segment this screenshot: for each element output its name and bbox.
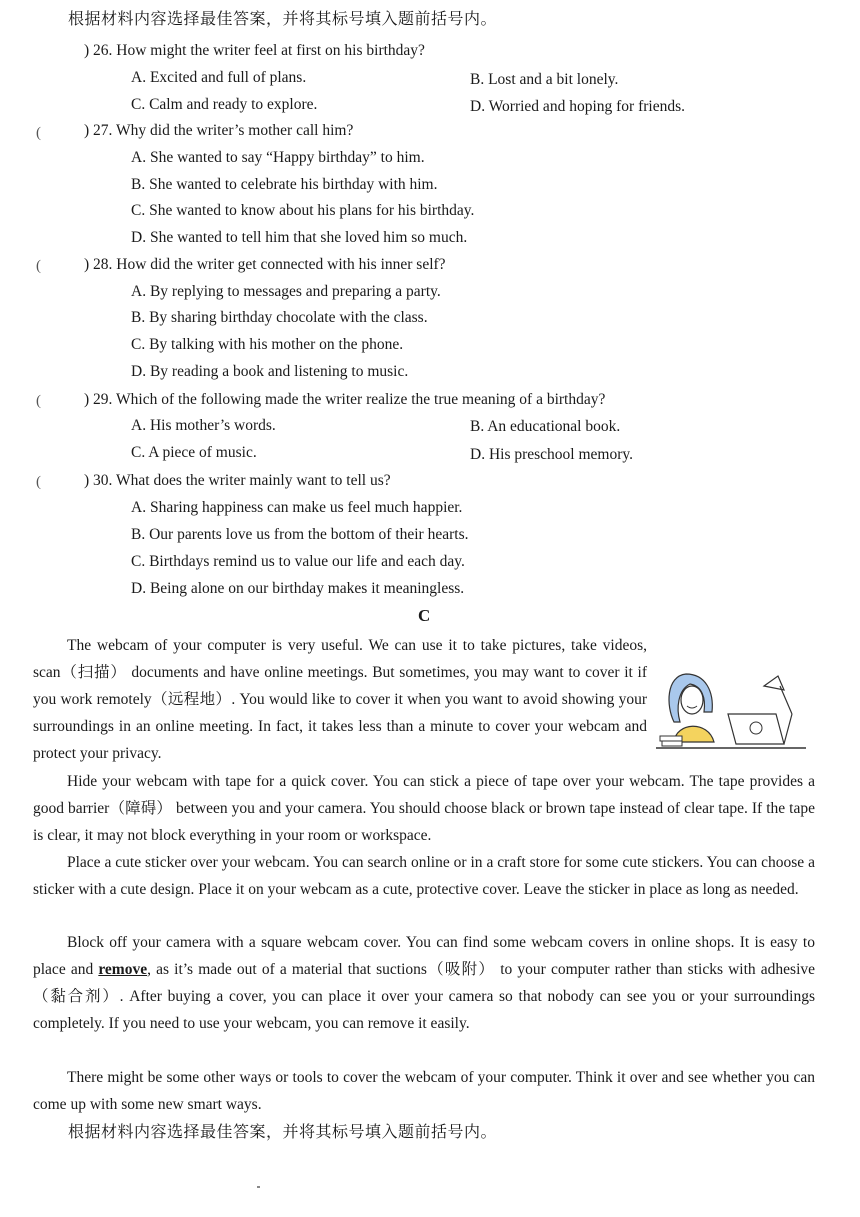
instructions-top: 根据材料内容选择最佳答案，并将其标号填入题前括号内。 — [68, 11, 498, 28]
question-29-stem: ) 29. Which of the following made the writer realize the true meaning of a birthday? — [84, 391, 606, 408]
answer-paren-30: ( — [36, 474, 41, 490]
passage-p1-text: The webcam of your computer is very useful. We can use it to take pictures, take videos, scan（扫描） documents and have online meetings. But sometimes, you may want to cover it if you work remotely（远程地）. You would like to cover it when you want to avoid showing your surroundings in an online meeting. In fact, it takes less than a minute to cover your webcam and protect your privacy. — [33, 637, 647, 762]
question-30-option-a: A. Sharing happiness can make us feel much happier. — [131, 499, 463, 516]
question-26-stem: ) 26. How might the writer feel at first on his birthday? — [84, 42, 425, 59]
answer-paren-29: ( — [36, 393, 41, 409]
question-27-option-a: A. She wanted to say “Happy birthday” to him. — [131, 149, 425, 166]
question-27-stem: ) 27. Why did the writer’s mother call him? — [84, 122, 354, 139]
question-29-option-a: A. His mother’s words. — [131, 417, 276, 434]
passage-p4-after: , as it’s made out of a material that suctions（吸附） to your computer rather than sticks with adhesive（黏合剂）. After buying a cover, you can place it over your camera so that nobody can see you or your surroundings completely. If you need to use your webcam, you can remove it easily. — [33, 961, 815, 1032]
question-30-stem: ) 30. What does the writer mainly want to tell us? — [84, 472, 391, 489]
question-28-option-d: D. By reading a book and listening to music. — [131, 363, 409, 380]
passage-paragraph-3: Place a cute sticker over your webcam. You can search online or in a craft store for some cute stickers. You can choose a sticker with a cute design. Place it on your webcam as a cute, protective cover. Leave the sticker in place as long as needed. — [33, 854, 815, 898]
answer-paren-27: ( — [36, 125, 41, 141]
question-29-option-b: B. An educational book. — [470, 418, 621, 435]
question-28-option-c: C. By talking with his mother on the phone. — [131, 336, 404, 353]
woman-laptop-illustration — [656, 664, 806, 756]
question-30-option-c: C. Birthdays remind us to value our life and each day. — [131, 553, 465, 570]
question-28-stem: ) 28. How did the writer get connected with his inner self? — [84, 256, 446, 273]
question-29-option-c: C. A piece of music. — [131, 444, 257, 461]
instructions-bottom: 根据材料内容选择最佳答案，并将其标号填入题前括号内。 — [68, 1124, 498, 1141]
answer-paren-28: ( — [36, 258, 41, 274]
question-27-option-d: D. She wanted to tell him that she loved him so much. — [131, 229, 468, 246]
question-28-option-b: B. By sharing birthday chocolate with the class. — [131, 309, 428, 326]
question-26-option-d: D. Worried and hoping for friends. — [470, 98, 685, 115]
passage-paragraph-5: There might be some other ways or tools to cover the webcam of your computer. Think it over and see whether you can come up with some new smart ways. — [33, 1069, 815, 1113]
question-29-option-d: D. His preschool memory. — [470, 446, 634, 463]
question-26-option-c: C. Calm and ready to explore. — [131, 96, 318, 113]
underlined-word-remove: remove — [98, 961, 148, 978]
passage-paragraph-2: Hide your webcam with tape for a quick cover. You can stick a piece of tape over your webcam. The tape provides a good barrier（障碍） between you and your camera. You should choose black or brown tape instead of clear tape. If the tape is clear, it may not block everything in your room or workspace. — [33, 773, 815, 844]
question-27-option-c: C. She wanted to know about his plans for his birthday. — [131, 202, 475, 219]
question-28-option-a: A. By replying to messages and preparing a party. — [131, 283, 441, 300]
question-26-option-b: B. Lost and a bit lonely. — [470, 71, 619, 88]
question-30-option-d: D. Being alone on our birthday makes it meaningless. — [131, 580, 465, 597]
passage-p4-before: Block off your camera with a square webcam cover. You can find some webcam covers in online shops. It is easy to place and — [33, 934, 815, 978]
question-27-option-b: B. She wanted to celebrate his birthday with him. — [131, 176, 438, 193]
scan-mark — [257, 1186, 260, 1188]
question-26-option-a: A. Excited and full of plans. — [131, 69, 307, 86]
question-30-option-b: B. Our parents love us from the bottom of their hearts. — [131, 526, 469, 543]
passage-paragraph-4 — [33, 929, 815, 1037]
section-heading-c: C — [418, 606, 431, 625]
